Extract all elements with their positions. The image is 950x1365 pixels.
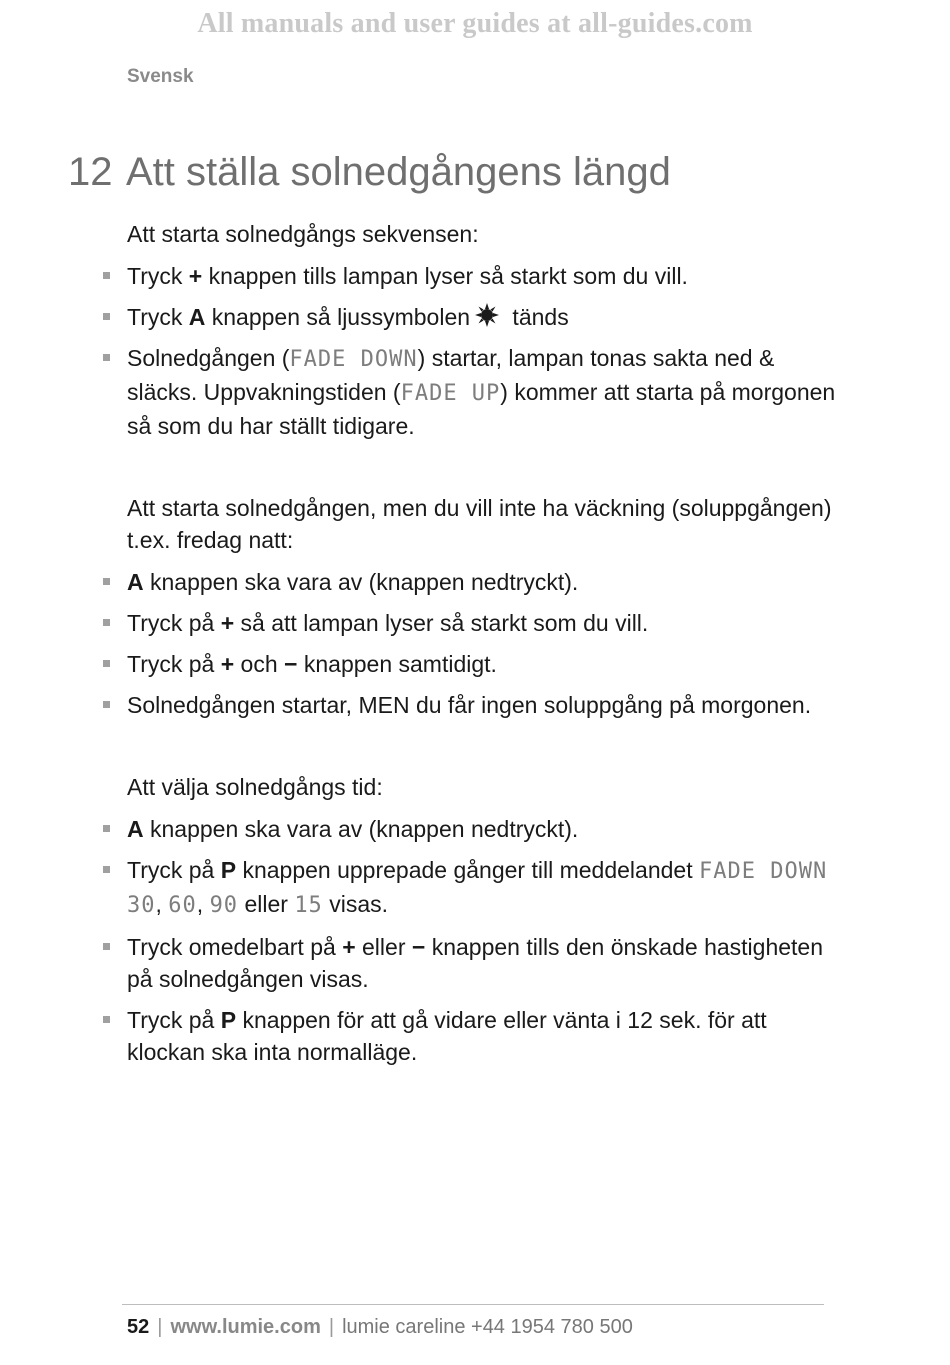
text: ) kommer att starta på morgonen så som du har ställt tidigare. (127, 379, 836, 439)
list-item (127, 854, 847, 922)
list-item (127, 813, 847, 845)
plus-key: + (188, 263, 203, 289)
text: och (234, 651, 285, 677)
section-sunset-time (127, 771, 847, 1068)
footer-separator: | (328, 1316, 335, 1338)
watermark: All manuals and user guides at all-guides.com (197, 8, 753, 39)
text: Tryck (127, 304, 189, 330)
instruction-list (127, 260, 847, 442)
lcd-text: 15 (294, 893, 323, 918)
text: så att lampan lyser så starkt som du vill. (234, 610, 649, 636)
page-title (68, 150, 671, 195)
website-link[interactable]: www.lumie.com (170, 1316, 321, 1338)
sun-icon (474, 302, 500, 328)
section-number: 12 (68, 150, 113, 194)
section-no-wakeup (127, 492, 847, 721)
text: knappen ska vara av (knappen nedtryckt). (143, 569, 579, 595)
footer-separator: | (157, 1316, 163, 1338)
list-item (127, 931, 847, 995)
text: , (155, 891, 169, 917)
section-intro: Att starta solnedgångs sekvensen: (127, 221, 479, 247)
minus-key: − (411, 934, 426, 960)
list-item (127, 566, 847, 598)
section-start-sunset (127, 218, 847, 442)
text: knappen för att gå vidare eller vänta i 12 sek. för att klockan ska inta normalläge. (127, 1007, 767, 1065)
lcd-text: FADE DOWN 30 (127, 859, 828, 918)
lcd-text: FADE DOWN (289, 347, 418, 372)
list-item (127, 689, 847, 721)
list-item (127, 260, 847, 292)
text: Tryck (127, 263, 189, 289)
text: Tryck på (127, 1007, 221, 1033)
text: Tryck omedelbart på (127, 934, 343, 960)
instruction-list (127, 566, 847, 721)
minus-key: − (284, 651, 298, 677)
text: Solnedgången startar, MEN du får ingen soluppgång på morgonen. (127, 692, 812, 718)
text: knappen så ljussymbolen (205, 304, 471, 330)
list-item (127, 1004, 847, 1068)
a-key: A (127, 569, 144, 595)
plus-key: + (220, 651, 235, 677)
list-item (127, 342, 847, 442)
section-intro: Att starta solnedgången, men du vill inte ha väckning (soluppgången) t.ex. fredag natt: (127, 495, 832, 553)
section-intro: Att välja solnedgångs tid: (127, 774, 383, 800)
plus-key: + (342, 934, 356, 960)
text: Tryck på (127, 857, 221, 883)
text: eller (355, 934, 412, 960)
text: knappen tills den önskade hastigheten på solnedgången visas. (127, 934, 823, 992)
page-number: 52 (127, 1316, 150, 1338)
text: knappen tills lampan lyser så starkt som du vill. (202, 263, 688, 289)
a-key: A (188, 304, 206, 330)
footer (127, 1316, 633, 1339)
lcd-text: 90 (209, 893, 239, 918)
text: , (196, 891, 210, 917)
list-item (127, 301, 847, 333)
text: Solnedgången ( (127, 345, 290, 371)
lcd-text: FADE UP (400, 381, 501, 406)
main-content (127, 218, 847, 1118)
p-key: P (220, 857, 237, 883)
p-key: P (220, 1007, 237, 1033)
plus-key: + (220, 610, 235, 636)
text: knappen ska vara av (knappen nedtryckt). (143, 816, 579, 842)
text: Tryck på (127, 610, 221, 636)
text: tänds (506, 304, 569, 330)
text: eller (238, 891, 295, 917)
text: visas. (322, 891, 388, 917)
text: knappen samtidigt. (297, 651, 497, 677)
a-key: A (127, 816, 144, 842)
careline-text: lumie careline +44 1954 780 500 (342, 1316, 633, 1338)
list-item (127, 607, 847, 639)
footer-divider (122, 1304, 824, 1305)
text: Tryck på (127, 651, 221, 677)
text: ) startar, lampan tonas sakta ned & släcks. Uppvakningstiden ( (127, 345, 775, 405)
section-title: Att ställa solnedgångens längd (126, 150, 671, 194)
instruction-list (127, 813, 847, 1068)
language-label: Svensk (127, 66, 194, 87)
list-item (127, 648, 847, 680)
text: knappen upprepade gånger till meddelandet (236, 857, 699, 883)
lcd-text: 60 (168, 893, 197, 918)
